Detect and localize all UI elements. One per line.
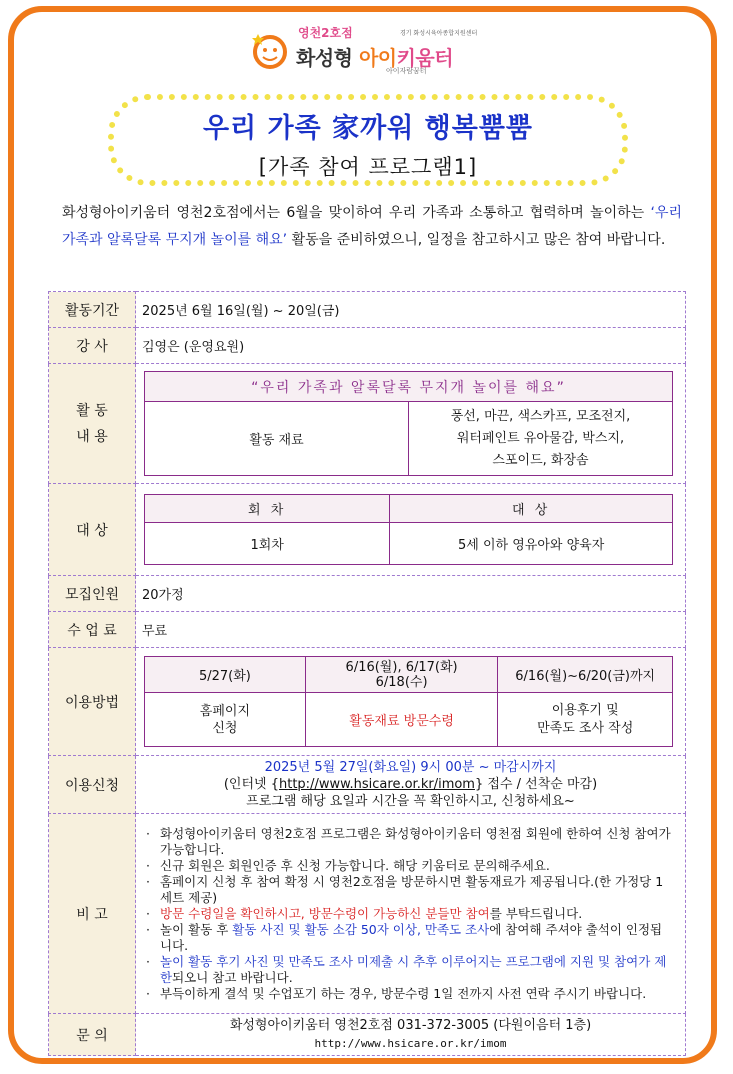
- row-fee: [49, 612, 686, 648]
- note-item: [160, 906, 673, 922]
- target-col1-header: 회 차: [145, 495, 390, 523]
- content-inner-table: [144, 371, 673, 476]
- org-name: 경기 화성시육아종합지원센터: [400, 30, 478, 37]
- intro-text-a: 화성형아이키움터 영천2호점에서는 6월을 맞이하여 우리 가족과 소통하고 협력하며 놀이하는: [62, 205, 651, 221]
- info-table: [48, 291, 686, 1056]
- note-text: 를 부탁드립니다.: [489, 905, 583, 921]
- intro-paragraph: [62, 200, 682, 254]
- brand-part-b: 아이: [358, 46, 397, 70]
- apply-cell: [136, 756, 686, 814]
- contact-info: 화성형아이키움터 영천2호점 031-372-3005 (다원이음터 1층): [229, 1017, 592, 1033]
- method-col2-value: 활동재료 방문수령: [305, 693, 498, 747]
- label-instructor: 강 사: [49, 328, 136, 364]
- value-period: 2025년 6월 16일(월) ~ 20일(금): [136, 292, 686, 328]
- row-method: [49, 648, 686, 756]
- target-cell: [136, 484, 686, 576]
- brand-name: [296, 42, 453, 71]
- row-target: [49, 484, 686, 576]
- note-text: 놀이 활동 후: [160, 921, 233, 937]
- method-cell: [136, 648, 686, 756]
- target-col2-value: 5세 이하 영유아와 양육자: [390, 523, 673, 565]
- row-notes: [49, 814, 686, 1014]
- intro-highlight: ‘우리 가족과 알록달록 무지개 놀이를 해요’: [62, 205, 682, 248]
- note-blue-text: 놀이 활동 후기 사진 및 만족도 조사 미제출 시 추후 이루어지는 프로그램에 지원 및 참여가 제한: [160, 953, 667, 985]
- row-contact: [49, 1014, 686, 1056]
- target-inner-table: [144, 494, 673, 565]
- value-fee: 무료: [136, 612, 686, 648]
- label-apply: 이용신청: [49, 756, 136, 814]
- label-target: 대 상: [49, 484, 136, 576]
- contact-cell: [136, 1014, 686, 1056]
- material-label: 활동 재료: [145, 402, 409, 476]
- row-capacity: [49, 576, 686, 612]
- brand-part-a: 화성형: [296, 46, 359, 70]
- row-content: [49, 364, 686, 484]
- apply-method: [142, 776, 679, 793]
- note-item: [160, 954, 673, 986]
- label-capacity: 모집인원: [49, 576, 136, 612]
- note-red-text: 방문 수령일을 확인하시고, 방문수령이 가능하신 분들만 참여: [160, 905, 490, 921]
- note-text: 에 참여해 주셔야 출석이 인정됩니다.: [160, 921, 663, 953]
- note-item: · 부득이하게 결석 및 수업포기 하는 경우, 방문수령 1일 전까지 사전 연락 주시기 바랍니다.: [160, 986, 673, 1002]
- notes-list: [142, 826, 673, 1002]
- activity-title: “우리 가족과 알록달록 무지개 놀이를 해요”: [145, 372, 673, 402]
- page-subtitle: [가족 참여 프로그램1]: [258, 155, 478, 179]
- label-method: 이용방법: [49, 648, 136, 756]
- target-col1-value: 1회차: [145, 523, 390, 565]
- brand-part-c: 키움터: [396, 46, 454, 70]
- label-notes: 비 고: [49, 814, 136, 1014]
- note-item: · 신규 회원은 회원인증 후 신청 가능합니다. 해당 키움터로 문의해주세요.: [160, 858, 673, 874]
- label-period: 활동기간: [49, 292, 136, 328]
- brand-subtitle: 아이자람꿈터: [386, 67, 427, 75]
- apply-method-a: (인터넷 {: [223, 777, 279, 792]
- method-col1-value: 홈페이지 신청: [145, 693, 306, 747]
- apply-period: 2025년 5월 27일(화요일) 9시 00분 ~ 마감시까지: [264, 760, 557, 775]
- row-apply: [49, 756, 686, 814]
- value-capacity: 20가정: [136, 576, 686, 612]
- material-value: 풍선, 마끈, 색스카프, 모조전지, 워터페인트 유아물감, 박스지, 스포이드, 화장솜: [409, 402, 673, 476]
- label-content: 활 동 내 용: [49, 364, 136, 484]
- content-cell: [136, 364, 686, 484]
- target-col2-header: 대 상: [390, 495, 673, 523]
- notes-cell: [136, 814, 686, 1014]
- apply-link[interactable]: http://www.hsicare.or.kr/imom: [279, 777, 475, 792]
- apply-method-b: } 접수 / 선착순 마감): [474, 777, 598, 792]
- note-text: 되오니 참고 바랍니다.: [172, 969, 293, 985]
- intro-text-b: 활동을 준비하였으니, 일정을 참고하시고 많은 참여 바랍니다.: [287, 232, 666, 248]
- note-item: [160, 922, 673, 954]
- method-col1-header: 5/27(화): [145, 657, 306, 693]
- note-blue-text: 활동 사진 및 활동 소감 50자 이상, 만족도 조사: [232, 921, 490, 937]
- note-item: · 화성형아이키움터 영천2호점 프로그램은 화성형아이키움터 영천점 회원에 한하여 신청 참여가 가능합니다.: [160, 826, 673, 858]
- title-box: [108, 94, 628, 186]
- row-period: [49, 292, 686, 328]
- branch-name: 영천2호점: [298, 26, 353, 40]
- note-item: · 홈페이지 신청 후 참여 확정 시 영천2호점을 방문하시면 활동재료가 제공됩니다.(한 가정당 1세트 제공): [160, 874, 673, 906]
- method-inner-table: [144, 656, 673, 747]
- child-face-icon: [250, 30, 290, 70]
- row-instructor: [49, 328, 686, 364]
- page-title: 우리 가족 家까워 행복뿜뿜: [202, 113, 534, 144]
- label-contact: 문 의: [49, 1014, 136, 1056]
- method-col2-header: 6/16(월), 6/17(화) 6/18(수): [305, 657, 498, 693]
- value-instructor: 김영은 (운영요원): [136, 328, 686, 364]
- contact-link[interactable]: http://www.hsicare.or.kr/imom: [314, 1036, 507, 1050]
- apply-notice: 프로그램 해당 요일과 시간을 꼭 확인하시고, 신청하세요~: [246, 794, 575, 809]
- method-col3-value: 이용후기 및 만족도 조사 작성: [498, 693, 673, 747]
- label-fee: 수 업 료: [49, 612, 136, 648]
- method-col3-header: 6/16(월)~6/20(금)까지: [498, 657, 673, 693]
- logo: [250, 20, 490, 80]
